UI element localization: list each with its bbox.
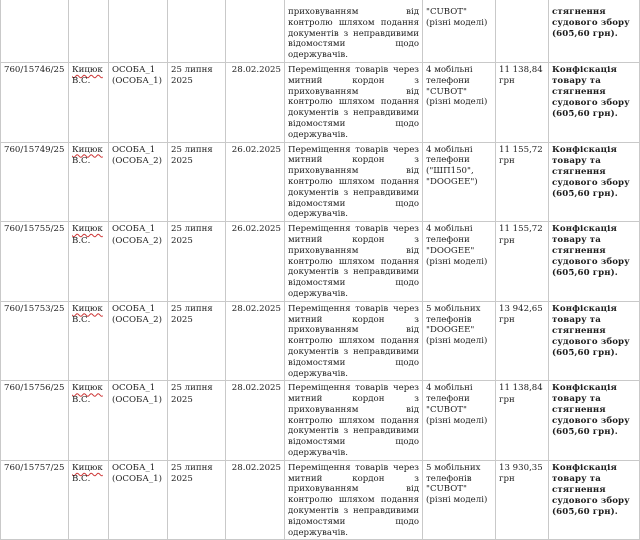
decision-cell: Конфіскація товару та стягнення судового збору (605,60 грн).: [549, 301, 640, 381]
judge-cell: [69, 142, 109, 222]
decision-cell: Конфіскація товару та стягнення судового збору (605,60 грн).: [549, 381, 640, 461]
judge-initials: В.С.: [72, 474, 91, 485]
goods-cell: 4 мобільні телефони "CUBOT" (різні моделі): [423, 381, 496, 461]
description-cell: приховуванням від контролю шляхом подання документів з неправдивими відомостями щодо одержувачів.: [285, 0, 423, 62]
party-cell: ОСОБА_1 (ОСОБА_1): [109, 381, 168, 461]
description-cell: Переміщення товарів через митний кордон з приховуванням від контролю шляхом подання документів з неправдивими відомостями щодо одержувачів.: [285, 62, 423, 142]
table-row: [1, 142, 640, 222]
decision-cell: Конфіскація товару та стягнення судового збору (605,60 грн).: [549, 142, 640, 222]
amount-cell: 11 138,84 грн: [496, 381, 549, 461]
goods-cell: "CUBOT" (різні моделі): [423, 0, 496, 62]
description-cell: Переміщення товарів через митний кордон з приховуванням від контролю шляхом подання документів з неправдивими відомостями щодо одержувачів.: [285, 301, 423, 381]
judge-surname: Кицюк: [72, 303, 103, 314]
decision-cell: Конфіскація товару та стягнення судового збору (605,60 грн).: [549, 460, 640, 540]
goods-cell: 4 мобільні телефони ("ШП150", "DOOGEE"): [423, 142, 496, 222]
judge-initials: В.С.: [72, 394, 91, 405]
decision-cell: стягнення судового збору (605,60 грн).: [549, 0, 640, 62]
judge-surname: Кицюк: [72, 144, 103, 155]
judge-initials: В.С.: [72, 76, 91, 87]
protocol-date-cell: 28.02.2025: [226, 381, 285, 461]
judge-cell: [69, 0, 109, 62]
case-number-cell: [1, 0, 69, 62]
decision-date-cell: 25 липня 2025: [168, 222, 226, 302]
judge-initials: В.С.: [72, 156, 91, 167]
goods-cell: 4 мобільні телефони "DOOGEE" (різні моделі): [423, 222, 496, 302]
party-cell: ОСОБА_1 (ОСОБА_2): [109, 142, 168, 222]
amount-cell: 11 155,72 грн: [496, 222, 549, 302]
case-number-cell: 760/15756/25: [1, 381, 69, 461]
party-cell: ОСОБА_1 (ОСОБА_2): [109, 301, 168, 381]
protocol-date-cell: 28.02.2025: [226, 301, 285, 381]
amount-cell: 13 930,35 грн: [496, 460, 549, 540]
protocol-date-cell: 26.02.2025: [226, 142, 285, 222]
judge-initials: В.С.: [72, 315, 91, 326]
table-row: [1, 381, 640, 461]
judge-surname: Кицюк: [72, 383, 103, 394]
judge-surname: Кицюк: [72, 64, 103, 75]
table-row: [1, 460, 640, 540]
amount-cell: 13 942,65 грн: [496, 301, 549, 381]
amount-cell: 11 155,72 грн: [496, 142, 549, 222]
judge-surname: Кицюк: [72, 224, 103, 235]
party-cell: ОСОБА_1 (ОСОБА_1): [109, 62, 168, 142]
party-cell: [109, 0, 168, 62]
judge-cell: [69, 62, 109, 142]
case-number-cell: 760/15755/25: [1, 222, 69, 302]
party-cell: ОСОБА_1 (ОСОБА_2): [109, 222, 168, 302]
amount-cell: 11 138,84 грн: [496, 62, 549, 142]
description-cell: Переміщення товарів через митний кордон з приховуванням від контролю шляхом подання документів з неправдивими відомостями щодо одержувачів.: [285, 142, 423, 222]
decision-date-cell: 25 липня 2025: [168, 142, 226, 222]
case-number-cell: 760/15749/25: [1, 142, 69, 222]
protocol-date-cell: 28.02.2025: [226, 460, 285, 540]
judge-cell: [69, 301, 109, 381]
case-number-cell: 760/15746/25: [1, 62, 69, 142]
decision-date-cell: 25 липня 2025: [168, 381, 226, 461]
protocol-date-cell: [226, 0, 285, 62]
table-row: [1, 301, 640, 381]
decision-cell: Конфіскація товару та стягнення судового збору (605,60 грн).: [549, 222, 640, 302]
goods-cell: 4 мобільні телефони "CUBOT" (різні моделі): [423, 62, 496, 142]
decision-date-cell: 25 липня 2025: [168, 301, 226, 381]
table-row-continued: [1, 0, 640, 62]
goods-cell: 5 мобільних телефонів "CUBOT" (різні моделі): [423, 460, 496, 540]
judge-cell: [69, 381, 109, 461]
case-number-cell: 760/15757/25: [1, 460, 69, 540]
judge-cell: [69, 460, 109, 540]
table-row: [1, 62, 640, 142]
amount-cell: [496, 0, 549, 62]
judge-initials: В.С.: [72, 235, 91, 246]
decision-cell: Конфіскація товару та стягнення судового збору (605,60 грн).: [549, 62, 640, 142]
judge-cell: [69, 222, 109, 302]
decision-date-cell: 25 липня 2025: [168, 62, 226, 142]
decision-date-cell: 25 липня 2025: [168, 460, 226, 540]
party-cell: ОСОБА_1 (ОСОБА_1): [109, 460, 168, 540]
protocol-date-cell: 28.02.2025: [226, 62, 285, 142]
description-cell: Переміщення товарів через митний кордон з приховуванням від контролю шляхом подання документів з неправдивими відомостями щодо одержувачів.: [285, 381, 423, 461]
table-row: [1, 222, 640, 302]
case-number-cell: 760/15753/25: [1, 301, 69, 381]
judge-surname: Кицюк: [72, 462, 103, 473]
description-cell: Переміщення товарів через митний кордон з приховуванням від контролю шляхом подання документів з неправдивими відомостями щодо одержувачів.: [285, 460, 423, 540]
decision-date-cell: [168, 0, 226, 62]
description-cell: Переміщення товарів через митний кордон з приховуванням від контролю шляхом подання документів з неправдивими відомостями щодо одержувачів.: [285, 222, 423, 302]
goods-cell: 5 мобільних телефонів "DOOGEE" (різні моделі): [423, 301, 496, 381]
protocol-date-cell: 26.02.2025: [226, 222, 285, 302]
